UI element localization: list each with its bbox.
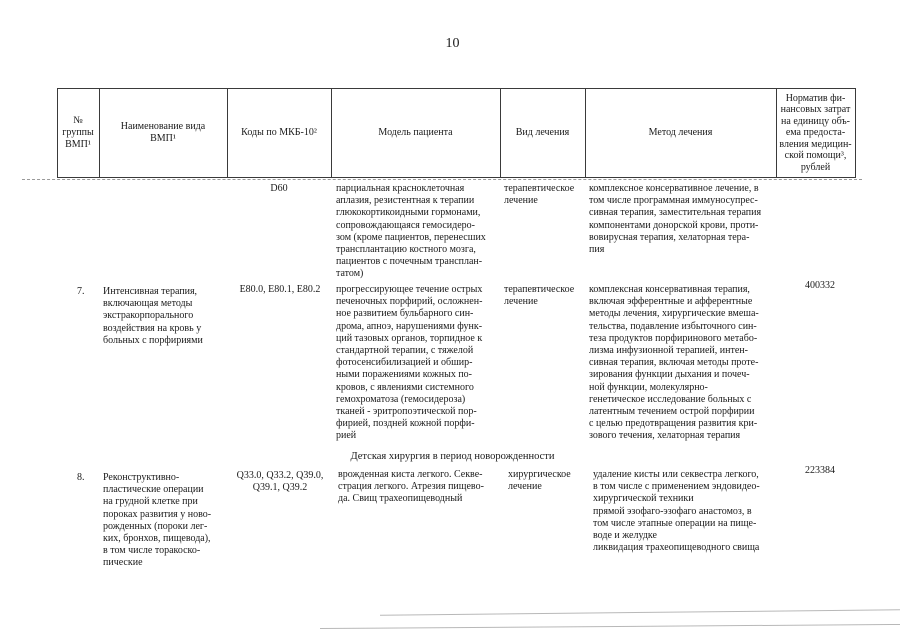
row-vmp-name: Реконструктивно- пластические операции на грудной клетке при пороках развития у ново- рожденных (пороки лег- ких, бронхов, пищевода), в том числе торакоско- пические — [103, 472, 212, 569]
row-treatment-type: терапевтическое лечение — [504, 284, 575, 308]
row-group-number: 8. — [77, 472, 85, 483]
header-icd-codes: Коды по МКБ-10² — [241, 127, 317, 138]
row-icd-codes: D60 — [270, 183, 288, 194]
page-break-dashes — [22, 179, 862, 180]
header-group-number: № группы ВМП¹ — [62, 115, 94, 150]
header-patient-model: Модель пациента — [378, 127, 453, 138]
row-patient-model: врожденная киста легкого. Секве- страция легкого. Атрезия пищево- да. Свищ трахеопищеводный — [338, 469, 484, 505]
header-treatment-method: Метод лечения — [648, 127, 713, 138]
row-patient-model: прогрессирующее течение острых печеночных порфирий, осложнен- ное развитием бульбарного син- дрома, апноэ, нарушениями функ- ций тазовых органов, торпидное к стандартной терапии, с тяжелой фотосенсибилизацией и обшир- ными поражениями кожных по- кровов, с явлениями системного гемохроматоза (гемосидероза) тканей - эритропоэтической пор- фирией, поздней кожной порфи- рией — [336, 284, 483, 442]
section-title: Детская хирургия в период новорожденности — [350, 451, 555, 462]
row-cost-norm: 400332 — [805, 280, 835, 291]
scan-edge-line — [380, 609, 900, 615]
row-cost-norm: 223384 — [805, 465, 835, 476]
table-header-bottom-border — [57, 177, 855, 178]
row-icd-codes: E80.0, E80.1, E80.2 — [239, 284, 321, 295]
page-number: 10 — [445, 36, 460, 51]
column-divider — [855, 88, 856, 178]
row-patient-model: парциальная красноклеточная аплазия, резистентная к терапии глюкокортикоидными гормонами, сопровождающаяся гемосидеро- зом (кроме пациентов, перенесших трансплантацию костного мозга, пациентов с почечным трансплан- татом) — [336, 183, 486, 280]
row-treatment-type: хирургическое лечение — [508, 469, 571, 493]
header-cost-norm: Норматив фи- нансовых затрат на единицу объ- ема предоста- вления медицин- ской помощи³, рублей — [779, 92, 852, 173]
row-treatment-method: удаление кисты или секвестра легкого, в том числе с применением эндовидео- хирургической техники прямой эзофаго-эзофаго анастомоз, в том числе этапные операции на пище- воде и желудке ликвидация трахеопищеводного свища — [593, 469, 760, 554]
header-treatment-type: Вид лечения — [515, 127, 570, 138]
row-icd-codes: Q33.0, Q33.2, Q39.0, Q39.1, Q39.2 — [236, 470, 324, 494]
scan-edge-line — [320, 624, 900, 629]
row-treatment-type: терапевтическое лечение — [504, 183, 575, 207]
header-vmp-name: Наименование вида ВМП¹ — [120, 121, 206, 144]
row-group-number: 7. — [77, 286, 85, 297]
row-treatment-method: комплексная консервативная терапия, включая эфферентные и афферентные методы лечения, хирургические вмеша- тельства, подавление избыточного син- теза продуктов порфиринового метабо- лизма инфузионной терапией, интен- сивная терапия, включая методы проте- зирования функции дыхания и почеч- ной функции, молекулярно- генетическое исследование больных с латентным течением острой порфирии с целью предотвращения развития кри- зового течения, хелаторная терапия — [589, 284, 759, 442]
row-treatment-method: комплексное консервативное лечение, в том числе программная иммуносупрес- сивная терапия, заместительная терапия компонентами донорской крови, проти- вовирусная терапия, хелаторная тера- пия — [589, 183, 762, 256]
row-vmp-name: Интенсивная терапия, включающая методы экстракорпорального воздействия на кровь у больных с порфириями — [103, 286, 203, 346]
